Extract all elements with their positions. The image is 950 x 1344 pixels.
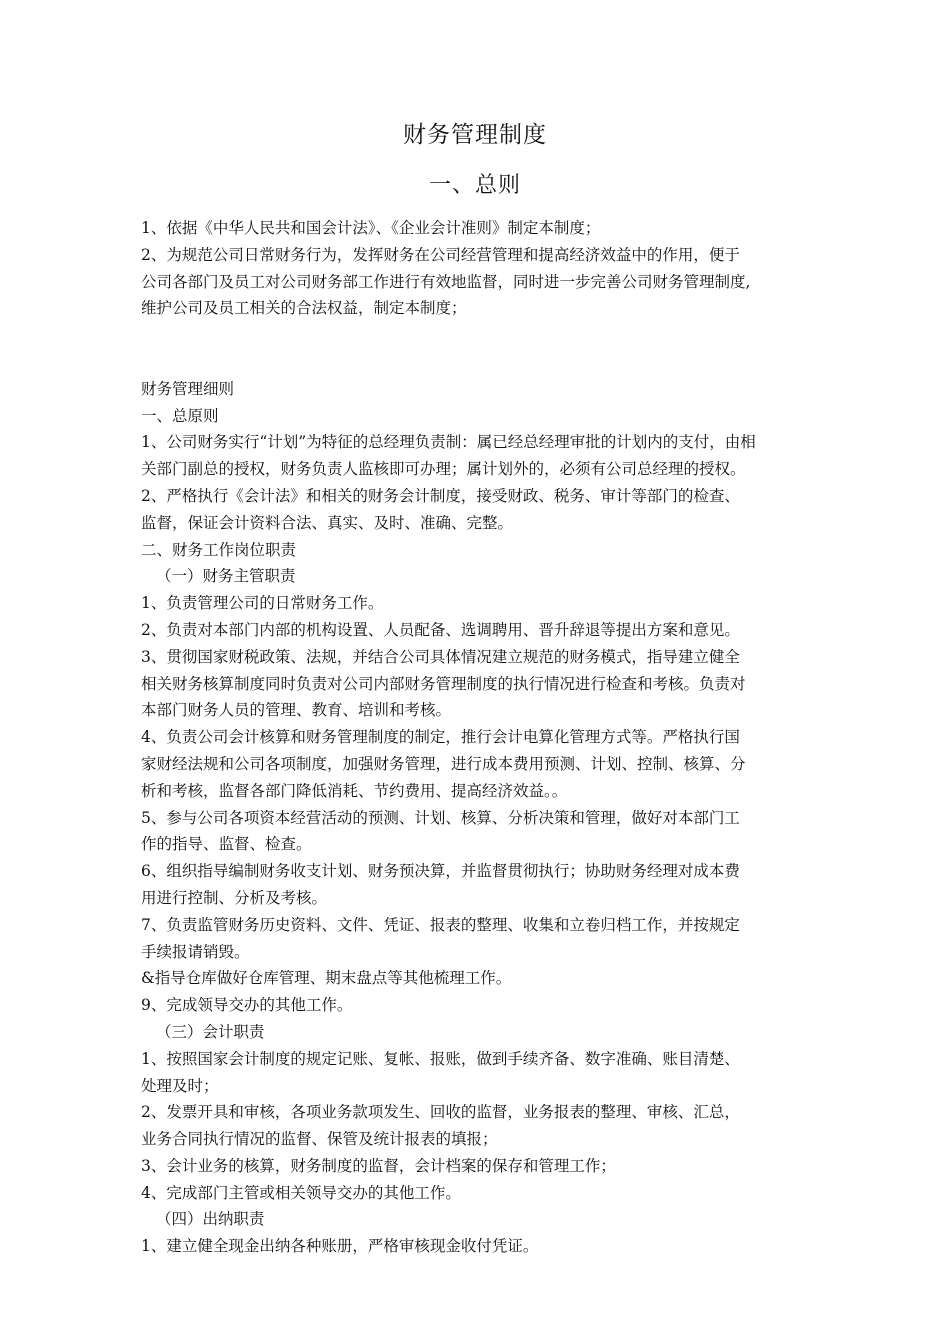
paragraph-line: 5、参与公司各项资本经营活动的预测、计划、核算、分析决策和管理，做好对本部门工 xyxy=(141,808,740,827)
paragraph-line: 7、负责监管财务历史资料、文件、凭证、报表的整理、收集和立卷归档工作，并按规定 xyxy=(141,915,740,934)
document-body xyxy=(141,215,813,1260)
paragraph-line: 公司各部门及员工对公司财务部工作进行有效地监督，同时进一步完善公司财务管理制度, xyxy=(141,272,751,291)
section-label: 一、总原则 xyxy=(141,406,219,425)
paragraph-line: 业务合同执行情况的监督、保管及统计报表的填报； xyxy=(141,1130,498,1149)
paragraph-line: 1、负责管理公司的日常财务工作。 xyxy=(141,594,384,613)
paragraph-line: 析和考核，监督各部门降低消耗、节约费用、提高经济效益。。 xyxy=(141,781,568,800)
paragraph-line: 1、依据《中华人民共和国会计法》、《企业会计准则》制定本制度； xyxy=(141,219,601,237)
paragraph-line: 4、负责公司会计核算和财务管理制度的制定，推行会计电算化管理方式等。严格执行国 xyxy=(141,728,740,747)
blank-line xyxy=(141,349,813,376)
paragraph-line: 2、为规范公司日常财务行为，发挥财务在公司经营管理和提高经济效益中的作用，便于 xyxy=(141,245,740,264)
paragraph-line: 2、严格执行《会计法》和相关的财务会计制度，接受财政、税务、审计等部门的检查、 xyxy=(141,486,740,505)
paragraph-line: 4、完成部门主管或相关领导交办的其他工作。 xyxy=(141,1183,461,1202)
paragraph-line: 1、按照国家会计制度的规定记账、复帐、报账，做到手续齐备、数字准确、账目清楚、 xyxy=(141,1049,740,1068)
paragraph-line: 维护公司及员工相关的合法权益，制定本制度； xyxy=(141,299,467,318)
paragraph-line: 手续报请销毁。 xyxy=(141,942,250,961)
paragraph-line: 本部门财务人员的管理、教育、培训和考核。 xyxy=(141,701,452,720)
section-label: 财务管理细则 xyxy=(141,379,235,398)
paragraph-line: 3、会计业务的核算，财务制度的监督，会计档案的保存和管理工作； xyxy=(141,1156,616,1175)
paragraph-line: 家财经法规和公司各项制度，加强财务管理，进行成本费用预测、计划、控制、核算、分 xyxy=(141,754,746,773)
paragraph-line: 监督，保证会计资料合法、真实、及时、准确、完整。 xyxy=(141,513,514,532)
paragraph-line: 作的指导、监督、检查。 xyxy=(141,835,312,854)
paragraph-line: 相关财务核算制度同时负责对公司内部财务管理制度的执行情况进行检查和考核。负责对 xyxy=(141,674,746,693)
section-heading: 一、总则 xyxy=(428,173,521,198)
subsection-label: （一）财务主管职责 xyxy=(156,567,296,586)
paragraph-line: &指导仓库做好仓库管理、期末盘点等其他梳理工作。 xyxy=(141,969,512,988)
paragraph-line: 9、完成领导交办的其他工作。 xyxy=(141,996,353,1015)
paragraph-line: 1、公司财务实行“计划”为特征的总经理负责制：属已经总经理审批的计划内的支付，由相 xyxy=(141,433,756,452)
paragraph-line: 处理及时； xyxy=(141,1076,219,1095)
blank-line xyxy=(141,322,813,349)
paragraph-line: 6、组织指导编制财务收支计划、财务预决算，并监督贯彻执行；协助财务经理对成本费 xyxy=(141,862,740,881)
subsection-label: （四）出纳职责 xyxy=(156,1210,265,1229)
paragraph-line: 2、发票开具和审核，各项业务款项发生、回收的监督，业务报表的整理、审核、汇总， xyxy=(141,1103,740,1122)
paragraph-line: 2、负责对本部门内部的机构设置、人员配备、选调聘用、晋升辞退等提出方案和意见。 xyxy=(141,620,740,639)
paragraph-line: 3、贯彻国家财税政策、法规，并结合公司具体情况建立规范的财务模式，指导建立健全 xyxy=(141,647,740,666)
paragraph-line: 关部门副总的授权，财务负责人监核即可办理；属计划外的，必须有公司总经理的授权。 xyxy=(141,460,746,479)
paragraph-line: 1、建立健全现金出纳各种账册，严格审核现金收付凭证。 xyxy=(141,1237,539,1256)
document-title: 财务管理制度 xyxy=(403,122,547,148)
paragraph-line: 用进行控制、分析及考核。 xyxy=(141,888,328,907)
subsection-label: （三）会计职责 xyxy=(156,1022,265,1041)
section-label: 二、财务工作岗位职责 xyxy=(141,540,297,559)
